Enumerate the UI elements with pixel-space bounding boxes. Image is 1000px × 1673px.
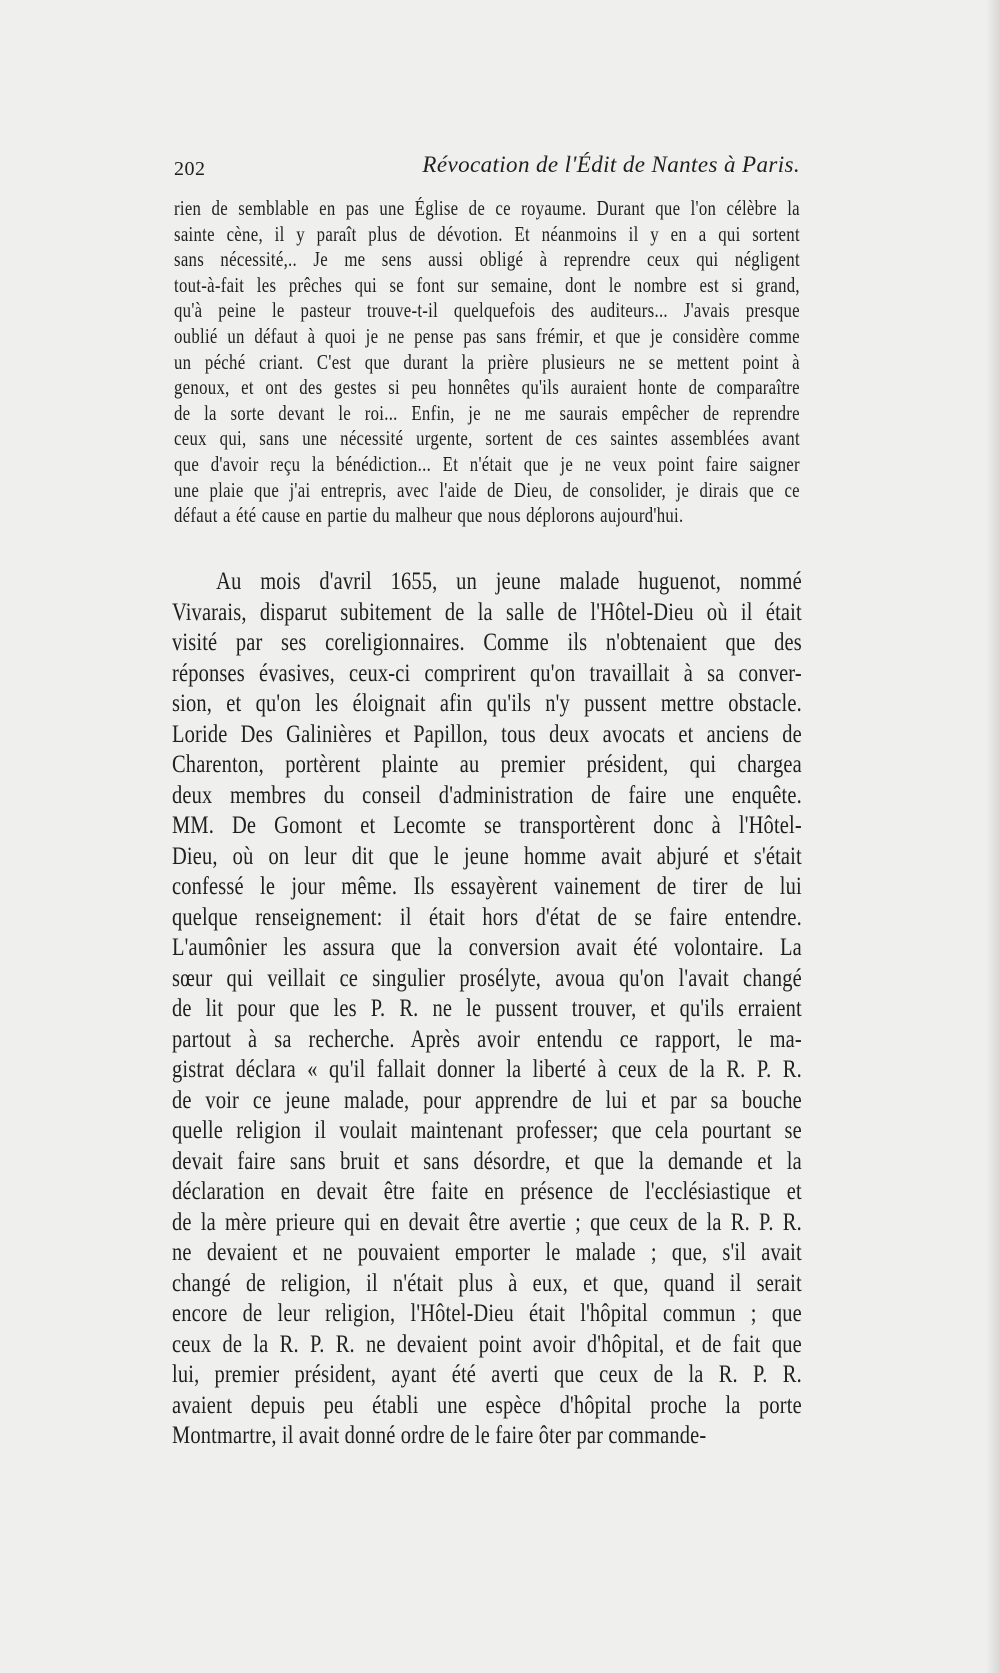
body-line: encore de leur religion, l'Hôtel-Dieu était l'hôpital commun ; que bbox=[172, 1300, 802, 1327]
quote-line: que d'avoir reçu la bénédiction... Et n'était que je ne veux point faire saigner bbox=[174, 453, 800, 476]
body-line: gistrat déclara « qu'il fallait donner la liberté à ceux de la R. P. R. bbox=[172, 1056, 802, 1083]
body-line: de lit pour que les P. R. ne le pussent trouver, et qu'ils erraient bbox=[172, 995, 802, 1022]
quote-line: rien de semblable en pas une Église de ce royaume. Durant que l'on célèbre la bbox=[174, 198, 800, 220]
body-line: sion, et qu'on les éloignait afin qu'ils n'y pussent mettre obstacle. bbox=[172, 690, 802, 717]
page-header bbox=[174, 152, 800, 184]
body-line: ne devaient et ne pouvaient emporter le malade ; que, s'il avait bbox=[172, 1239, 802, 1266]
quote-line: une plaie que j'ai entrepris, avec l'aide de Dieu, de consolider, je dirais que ce bbox=[174, 479, 800, 502]
body-line: Vivarais, disparut subitement de la salle de l'Hôtel-Dieu où il était bbox=[172, 598, 802, 626]
body-line: sœur qui veillait ce singulier prosélyte, avoua qu'on l'avait changé bbox=[172, 964, 802, 992]
body-line: quelle religion il voulait maintenant professer; que cela pourtant se bbox=[172, 1117, 802, 1144]
body-line: Dieu, où on leur dit que le jeune homme avait abjuré et s'était bbox=[172, 842, 802, 870]
quote-line: un péché criant. C'est que durant la prière plusieurs ne se mettent point à bbox=[174, 351, 800, 374]
body-line: déclaration en devait être faite en présence de l'ecclésiastique et bbox=[172, 1178, 802, 1205]
body-paragraph bbox=[172, 567, 802, 1452]
body-line: quelque renseignement: il était hors d'état de se faire entendre. bbox=[172, 903, 802, 931]
quote-line: sans nécessité,.. Je me sens aussi obligé à reprendre ceux qui négligent bbox=[174, 249, 800, 272]
quote-line: défaut a été cause en partie du malheur que nous déplorons aujourd'hui. bbox=[174, 505, 684, 528]
body-line: de voir ce jeune malade, pour apprendre de lui et par sa bouche bbox=[172, 1086, 802, 1114]
quote-line: ceux qui, sans une nécessité urgente, sortent de ces saintes assemblées avant bbox=[174, 428, 800, 451]
quote-line: qu'à peine le pasteur trouve-t-il quelquefois des auditeurs... J'avais presque bbox=[174, 300, 800, 323]
body-line: changé de religion, il n'était plus à eux, et que, quand il serait bbox=[172, 1269, 802, 1297]
block-quote bbox=[174, 197, 800, 530]
body-line: visité par ses coreligionnaires. Comme ils n'obtenaient que des bbox=[172, 629, 802, 656]
body-line: lui, premier président, ayant été averti que ceux de la R. P. R. bbox=[172, 1361, 802, 1388]
quote-line: tout-à-fait les prêches qui se font sur semaine, dont le nombre est si grand, bbox=[174, 274, 800, 297]
quote-line: oublié un défaut à quoi je ne pense pas sans frémir, et que je considère comme bbox=[174, 325, 800, 348]
body-line: L'aumônier les assura que la conversion avait été volontaire. La bbox=[172, 934, 802, 961]
body-line: Loride Des Galinières et Papillon, tous deux avocats et anciens de bbox=[172, 720, 802, 748]
body-line: devait faire sans bruit et sans désordre, et que la demande et la bbox=[172, 1147, 802, 1175]
body-line: de la mère prieure qui en devait être avertie ; que ceux de la R. P. R. bbox=[172, 1208, 802, 1236]
body-line: Montmartre, il avait donné ordre de le faire ôter par commande- bbox=[172, 1422, 707, 1449]
page-edge-shadow bbox=[986, 0, 1000, 1673]
body-line: Au mois d'avril 1655, un jeune malade huguenot, nommé bbox=[216, 568, 802, 595]
body-line: réponses évasives, ceux-ci comprirent qu'on travaillait à sa conver- bbox=[172, 659, 802, 687]
quote-line: sainte cène, il y paraît plus de dévotion. Et néanmoins il y en a qui sortent bbox=[174, 223, 800, 246]
body-line: ceux de la R. P. R. ne devaient point avoir d'hôpital, et de fait que bbox=[172, 1330, 802, 1358]
body-line: confessé le jour même. Ils essayèrent vainement de tirer de lui bbox=[172, 873, 802, 900]
body-line: avaient depuis peu établi une espèce d'hôpital proche la porte bbox=[172, 1391, 802, 1419]
body-line: deux membres du conseil d'administration de faire une enquête. bbox=[172, 781, 802, 809]
body-line: MM. De Gomont et Lecomte se transportèrent donc à l'Hôtel- bbox=[172, 812, 802, 839]
body-line: partout à sa recherche. Après avoir entendu ce rapport, le ma- bbox=[172, 1025, 802, 1053]
page-number: 202 bbox=[174, 158, 206, 180]
body-line: Charenton, portèrent plainte au premier président, qui chargea bbox=[172, 751, 802, 778]
running-title: Révocation de l'Édit de Nantes à Paris. bbox=[422, 152, 800, 177]
quote-line: de la sorte devant le roi... Enfin, je ne me saurais empêcher de reprendre bbox=[174, 402, 800, 425]
quote-line: genoux, et ont des gestes si peu honnêtes qu'ils auraient honte de comparaître bbox=[174, 377, 800, 400]
